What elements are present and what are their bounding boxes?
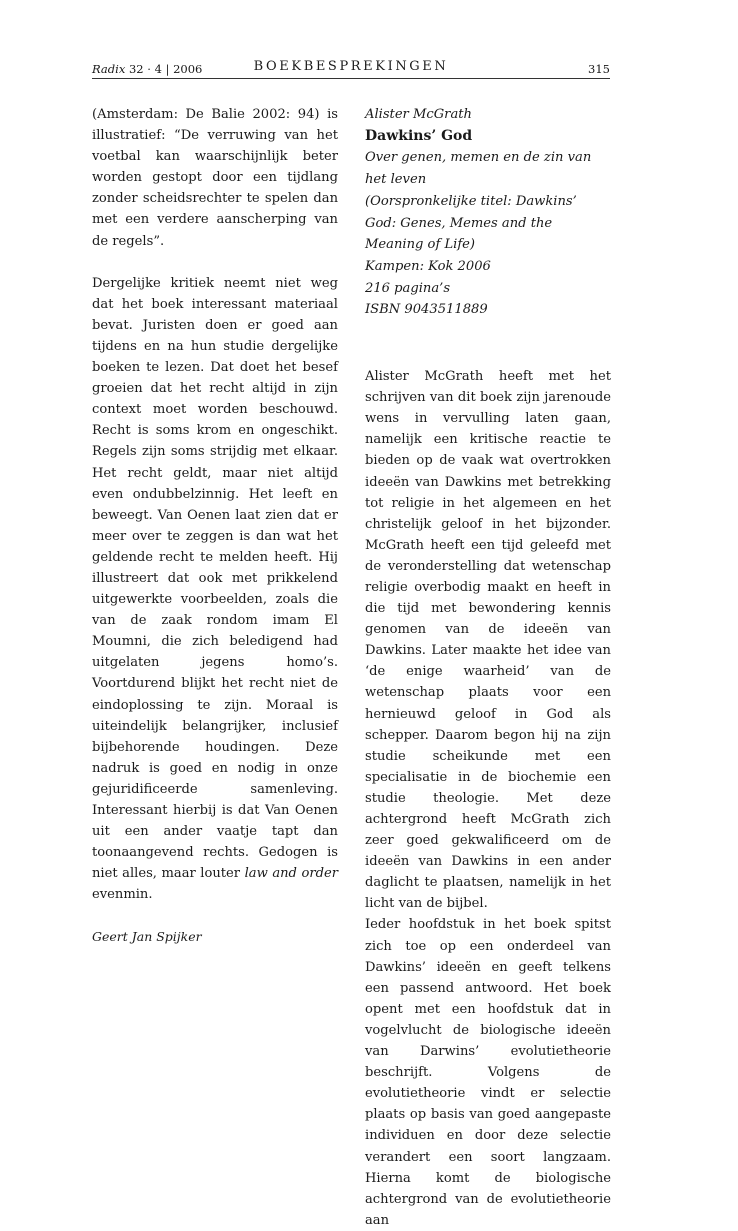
book-subtitle: Over genen, memen en de zin van het leven [365, 150, 592, 188]
law-and-order-phrase: law and order [244, 866, 338, 882]
left-paragraph-2-text: Dergelijke kritiek neemt niet weg dat het boek interessant materiaal bevat. Juristen doen er goed aan tijdens en na hun studie dergelijke boeken te lezen. Dat doet het besef groeien dat het recht altijd in zijn context moet worden beschouwd. Recht is soms krom en ongeschikt. Regels zijn soms strijdig met elkaar. Het recht geldt, maar niet altijd even ondubbelzinnig. Het leeft en beweegt. Van Oenen laat zien dat er meer over te zeggen is dan wat het geldende recht te melden heeft. Hij illustreert dat ook met prikkelend uitgewerkte voorbeelden, zoals die van de zaak rondom imam El Moumni, die zich beledigend had uitgelaten jegens homo’s. Voortdurend blijkt het recht niet de eindoplossing te zijn. Moraal is uiteindelijk belangrijker, inclusief bijbehorende houdingen. Deze nadruk is goed en nodig in onze gejuridificeerde samenleving. Interessant hierbij is dat Van Oenen uit een ander vaatje tapt dan toonaangevend rechts. Gedogen is niet alles, maar louter [92, 275, 338, 882]
book-author: Alister McGrath [365, 107, 472, 122]
running-header [92, 58, 610, 80]
book-isbn: ISBN 9043511889 [365, 302, 488, 318]
right-paragraph-1: Alister McGrath heeft met het schrijven van dit boek zijn jarenoude wens in vervulling laten gaan, namelijk een kritische reactie te bieden op de vaak wat overtrokken ideeën van Dawkins met betrekking tot religie in het algemeen en het christelijk geloof in het bijzonder. McGrath heeft een tijd geleefd met de veronderstelling dat wetenschap religie overbodig maakt en heeft in die tijd met bewondering kennis genomen van de ideeën van Dawkins. Later maakte het idee van ‘de enige waarheid’ van de wetenschap plaats voor een hernieuwd geloof in God als schepper. Daarom begon hij na zijn studie scheikunde met een specialisatie in de biochemie een studie theologie. Met deze achtergrond heeft McGrath zich zeer goed gekwalificeerd om de ideeën van Dawkins in een ander daglicht te plaatsen, namelijk in het licht van de bijbel. [365, 369, 611, 912]
book-title: Dawkins’ God [365, 127, 473, 144]
book-publisher: Kampen: Kok 2006 [365, 258, 491, 274]
book-original-title: (Oorspronkelijke titel: Dawkins’ God: Genes, Memes and the Meaning of Life) [365, 193, 577, 253]
left-paragraph-1: (Amsterdam: De Balie 2002: 94) is illustratief: “De verruwing van het voetbal kan waarschijnlijk beter worden gestopt door een tijdlang zonder scheidsrechter te spelen dan met een verdere aanscherping van de regels”. [92, 107, 338, 249]
book-pages: 216 pagina’s [365, 280, 451, 296]
book-details [365, 104, 611, 321]
left-paragraph-2 [92, 273, 338, 906]
left-column [92, 104, 338, 947]
right-column [365, 104, 611, 1231]
header-rule [92, 78, 610, 79]
left-paragraph-2-end: evenmin. [92, 887, 153, 903]
right-paragraph-2: Ieder hoofdstuk in het boek spitst zich toe op een onderdeel van Dawkins’ ideeën en geeft telkens een passend antwoord. Het boek opent met een hoofdstuk dat in vogelvlucht de biologische ideeën van Darwins’ evolutietheorie beschrijft. Volgens de evolutietheorie vindt er selectie plaats op basis van goed aangepaste individuen en door deze selectie verandert een soort langzaam. Hierna komt de biologische achtergrond van de evolutietheorie aan [365, 917, 611, 1228]
reviewer-signature: Geert Jan Spijker [92, 929, 202, 945]
page-number: 315 [588, 62, 610, 76]
spacer [365, 321, 611, 366]
journal-issue: 32 · 4 | 2006 [128, 62, 203, 76]
section-title: BOEKBESPREKINGEN [253, 59, 449, 74]
journal-name: Radix [92, 62, 126, 76]
